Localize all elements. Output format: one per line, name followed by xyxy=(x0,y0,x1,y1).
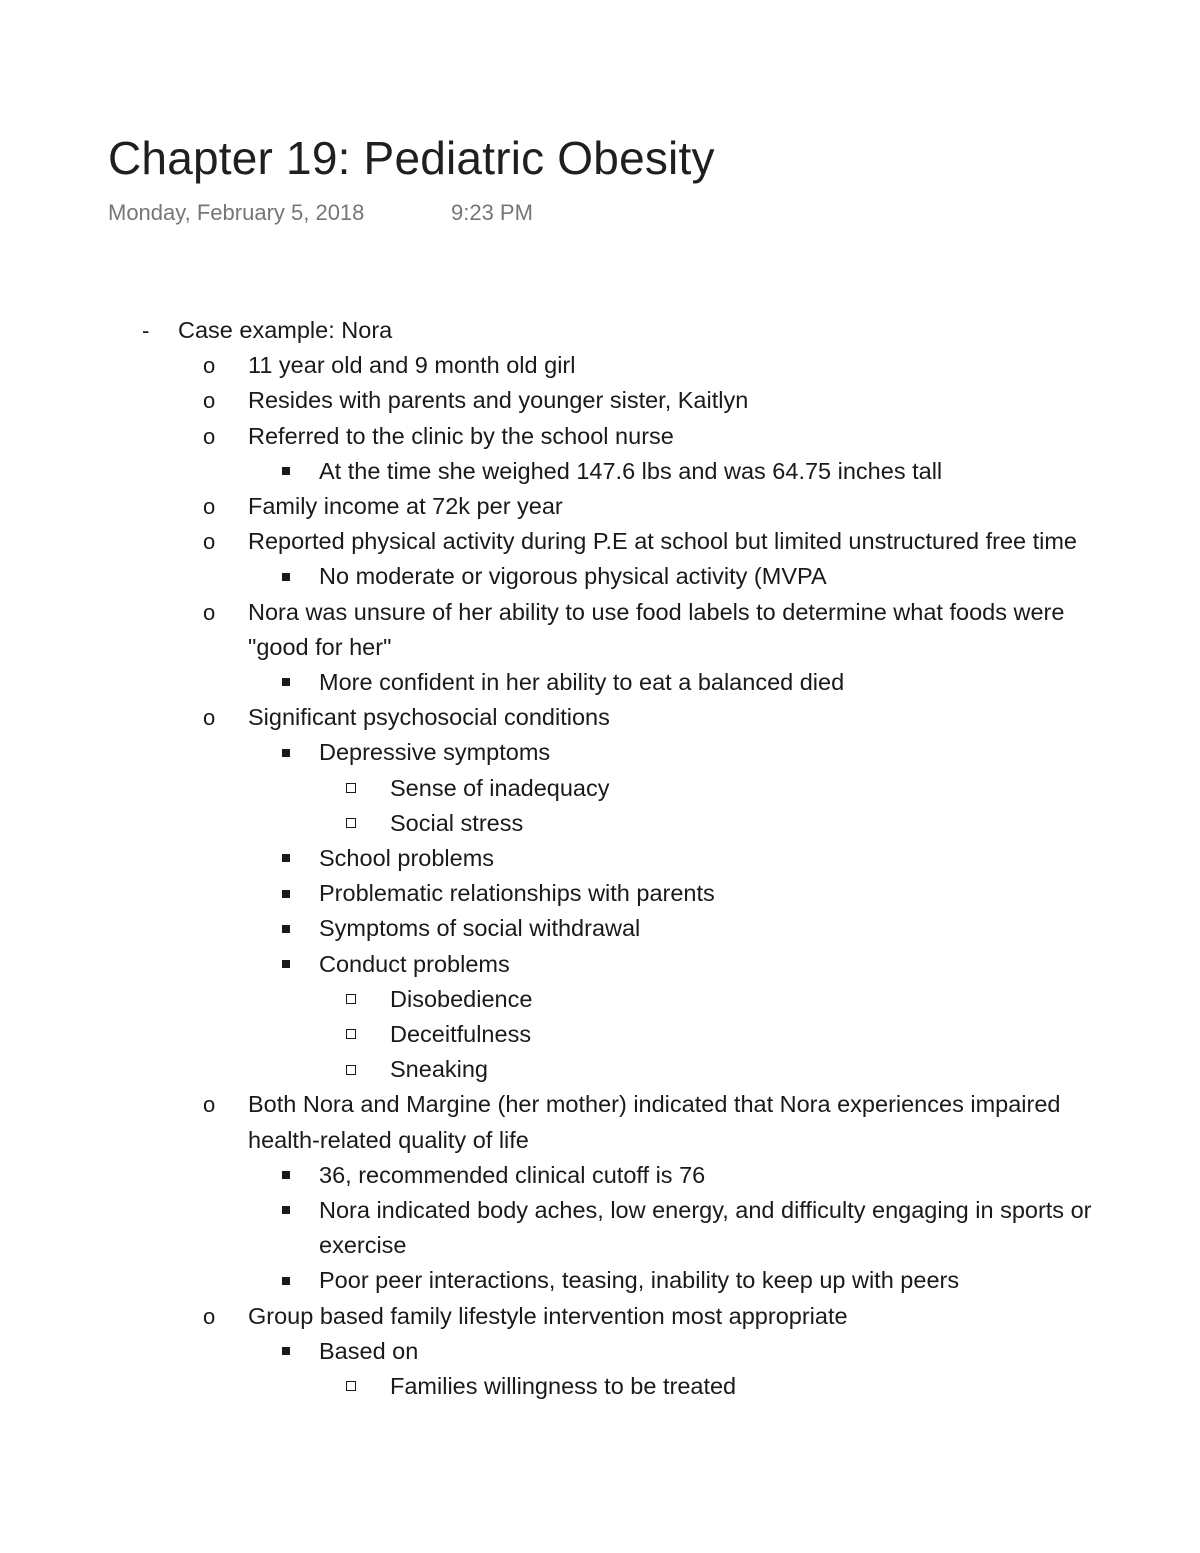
outline-item xyxy=(0,806,1200,841)
filled-square-bullet-icon xyxy=(282,1263,290,1298)
circle-bullet-icon: o xyxy=(203,1092,216,1118)
outline-item xyxy=(0,1017,1200,1052)
outline-item-text: No moderate or vigorous physical activity (MVPA xyxy=(319,563,827,590)
outline-item xyxy=(0,700,1200,735)
outline-item-text: Disobedience xyxy=(390,985,533,1012)
dash-bullet-icon: - xyxy=(142,318,150,343)
outline-item xyxy=(0,841,1200,876)
outline-item xyxy=(0,1263,1200,1298)
outline-item-text: Nora was unsure of her ability to use food labels to determine what foods were "good for her" xyxy=(248,598,1065,660)
outline-item xyxy=(0,595,1200,665)
outline-item xyxy=(0,947,1200,982)
outline-item xyxy=(0,876,1200,911)
outline-item xyxy=(0,1158,1200,1193)
hollow-square-bullet-icon xyxy=(346,806,356,841)
outline-item xyxy=(0,348,1200,383)
outline-item-text: Based on xyxy=(319,1337,419,1364)
outline-item xyxy=(0,1052,1200,1087)
hollow-square-bullet-icon xyxy=(346,1052,356,1087)
outline-item-text: Social stress xyxy=(390,809,524,836)
outline-item-text: Depressive symptoms xyxy=(319,739,551,766)
outline-item xyxy=(0,1334,1200,1369)
circle-bullet-icon: o xyxy=(203,1303,216,1329)
outline-item-text: School problems xyxy=(319,845,495,872)
outline-item-text: Nora indicated body aches, low energy, and difficulty engaging in sports or exercise xyxy=(319,1197,1092,1259)
circle-bullet-icon: o xyxy=(203,705,216,731)
outline-item xyxy=(0,1087,1200,1157)
note-date: Monday, February 5, 2018 xyxy=(108,200,365,225)
outline-item xyxy=(0,559,1200,594)
note-time: 9:23 PM xyxy=(451,200,533,225)
outline-item xyxy=(0,524,1200,559)
outline-item xyxy=(0,454,1200,489)
circle-bullet-icon: o xyxy=(203,423,216,449)
outline-list xyxy=(0,313,1200,1404)
filled-square-bullet-icon xyxy=(282,665,290,700)
hollow-square-bullet-icon xyxy=(346,1017,356,1052)
outline-item-text: Conduct problems xyxy=(319,950,510,977)
outline-item xyxy=(0,665,1200,700)
outline-item-text: Symptoms of social withdrawal xyxy=(319,915,641,942)
outline-item xyxy=(0,489,1200,524)
filled-square-bullet-icon xyxy=(282,947,290,982)
outline-item xyxy=(0,383,1200,418)
outline-item xyxy=(0,1193,1200,1263)
outline-item xyxy=(0,735,1200,770)
outline-item xyxy=(0,911,1200,946)
outline-item xyxy=(0,771,1200,806)
outline-item-text: Poor peer interactions, teasing, inability to keep up with peers xyxy=(319,1267,960,1294)
outline-item-text: Resides with parents and younger sister, Kaitlyn xyxy=(248,387,749,414)
outline-item-text: 11 year old and 9 month old girl xyxy=(248,352,576,379)
outline-item-text: Sneaking xyxy=(390,1056,488,1083)
circle-bullet-icon: o xyxy=(203,388,216,414)
page-title: Chapter 19: Pediatric Obesity xyxy=(108,132,715,184)
outline-item xyxy=(0,982,1200,1017)
filled-square-bullet-icon xyxy=(282,911,290,946)
outline-item xyxy=(0,419,1200,454)
outline-item-text: 36, recommended clinical cutoff is 76 xyxy=(319,1161,706,1188)
outline-item-text: At the time she weighed 147.6 lbs and was 64.75 inches tall xyxy=(319,457,943,484)
filled-square-bullet-icon xyxy=(282,841,290,876)
hollow-square-bullet-icon xyxy=(346,1369,356,1404)
circle-bullet-icon: o xyxy=(203,599,216,625)
outline-item-text: Problematic relationships with parents xyxy=(319,880,715,907)
circle-bullet-icon: o xyxy=(203,353,216,379)
outline-item-text: Significant psychosocial conditions xyxy=(248,704,610,731)
outline-item-text: More confident in her ability to eat a balanced died xyxy=(319,669,845,696)
circle-bullet-icon: o xyxy=(203,529,216,555)
outline-item xyxy=(0,1299,1200,1334)
outline-item-text: Family income at 72k per year xyxy=(248,493,563,520)
filled-square-bullet-icon xyxy=(282,454,290,489)
outline-item-text: Sense of inadequacy xyxy=(390,774,610,801)
outline-item-text: Families willingness to be treated xyxy=(390,1373,737,1400)
filled-square-bullet-icon xyxy=(282,1193,290,1228)
outline-item xyxy=(0,313,1200,348)
filled-square-bullet-icon xyxy=(282,1158,290,1193)
outline-item-text: Case example: Nora xyxy=(178,317,393,343)
outline-item-text: Reported physical activity during P.E at school but limited unstructured free time xyxy=(248,528,1078,555)
circle-bullet-icon: o xyxy=(203,494,216,520)
outline-item-text: Group based family lifestyle intervention most appropriate xyxy=(248,1302,848,1329)
outline-item-text: Both Nora and Margine (her mother) indicated that Nora experiences impaired health-related quality of life xyxy=(248,1091,1061,1153)
filled-square-bullet-icon xyxy=(282,876,290,911)
outline-item xyxy=(0,1369,1200,1404)
filled-square-bullet-icon xyxy=(282,559,290,594)
outline-item-text: Referred to the clinic by the school nurse xyxy=(248,422,674,449)
filled-square-bullet-icon xyxy=(282,1334,290,1369)
hollow-square-bullet-icon xyxy=(346,771,356,806)
filled-square-bullet-icon xyxy=(282,735,290,770)
hollow-square-bullet-icon xyxy=(346,982,356,1017)
outline-item-text: Deceitfulness xyxy=(390,1021,532,1048)
